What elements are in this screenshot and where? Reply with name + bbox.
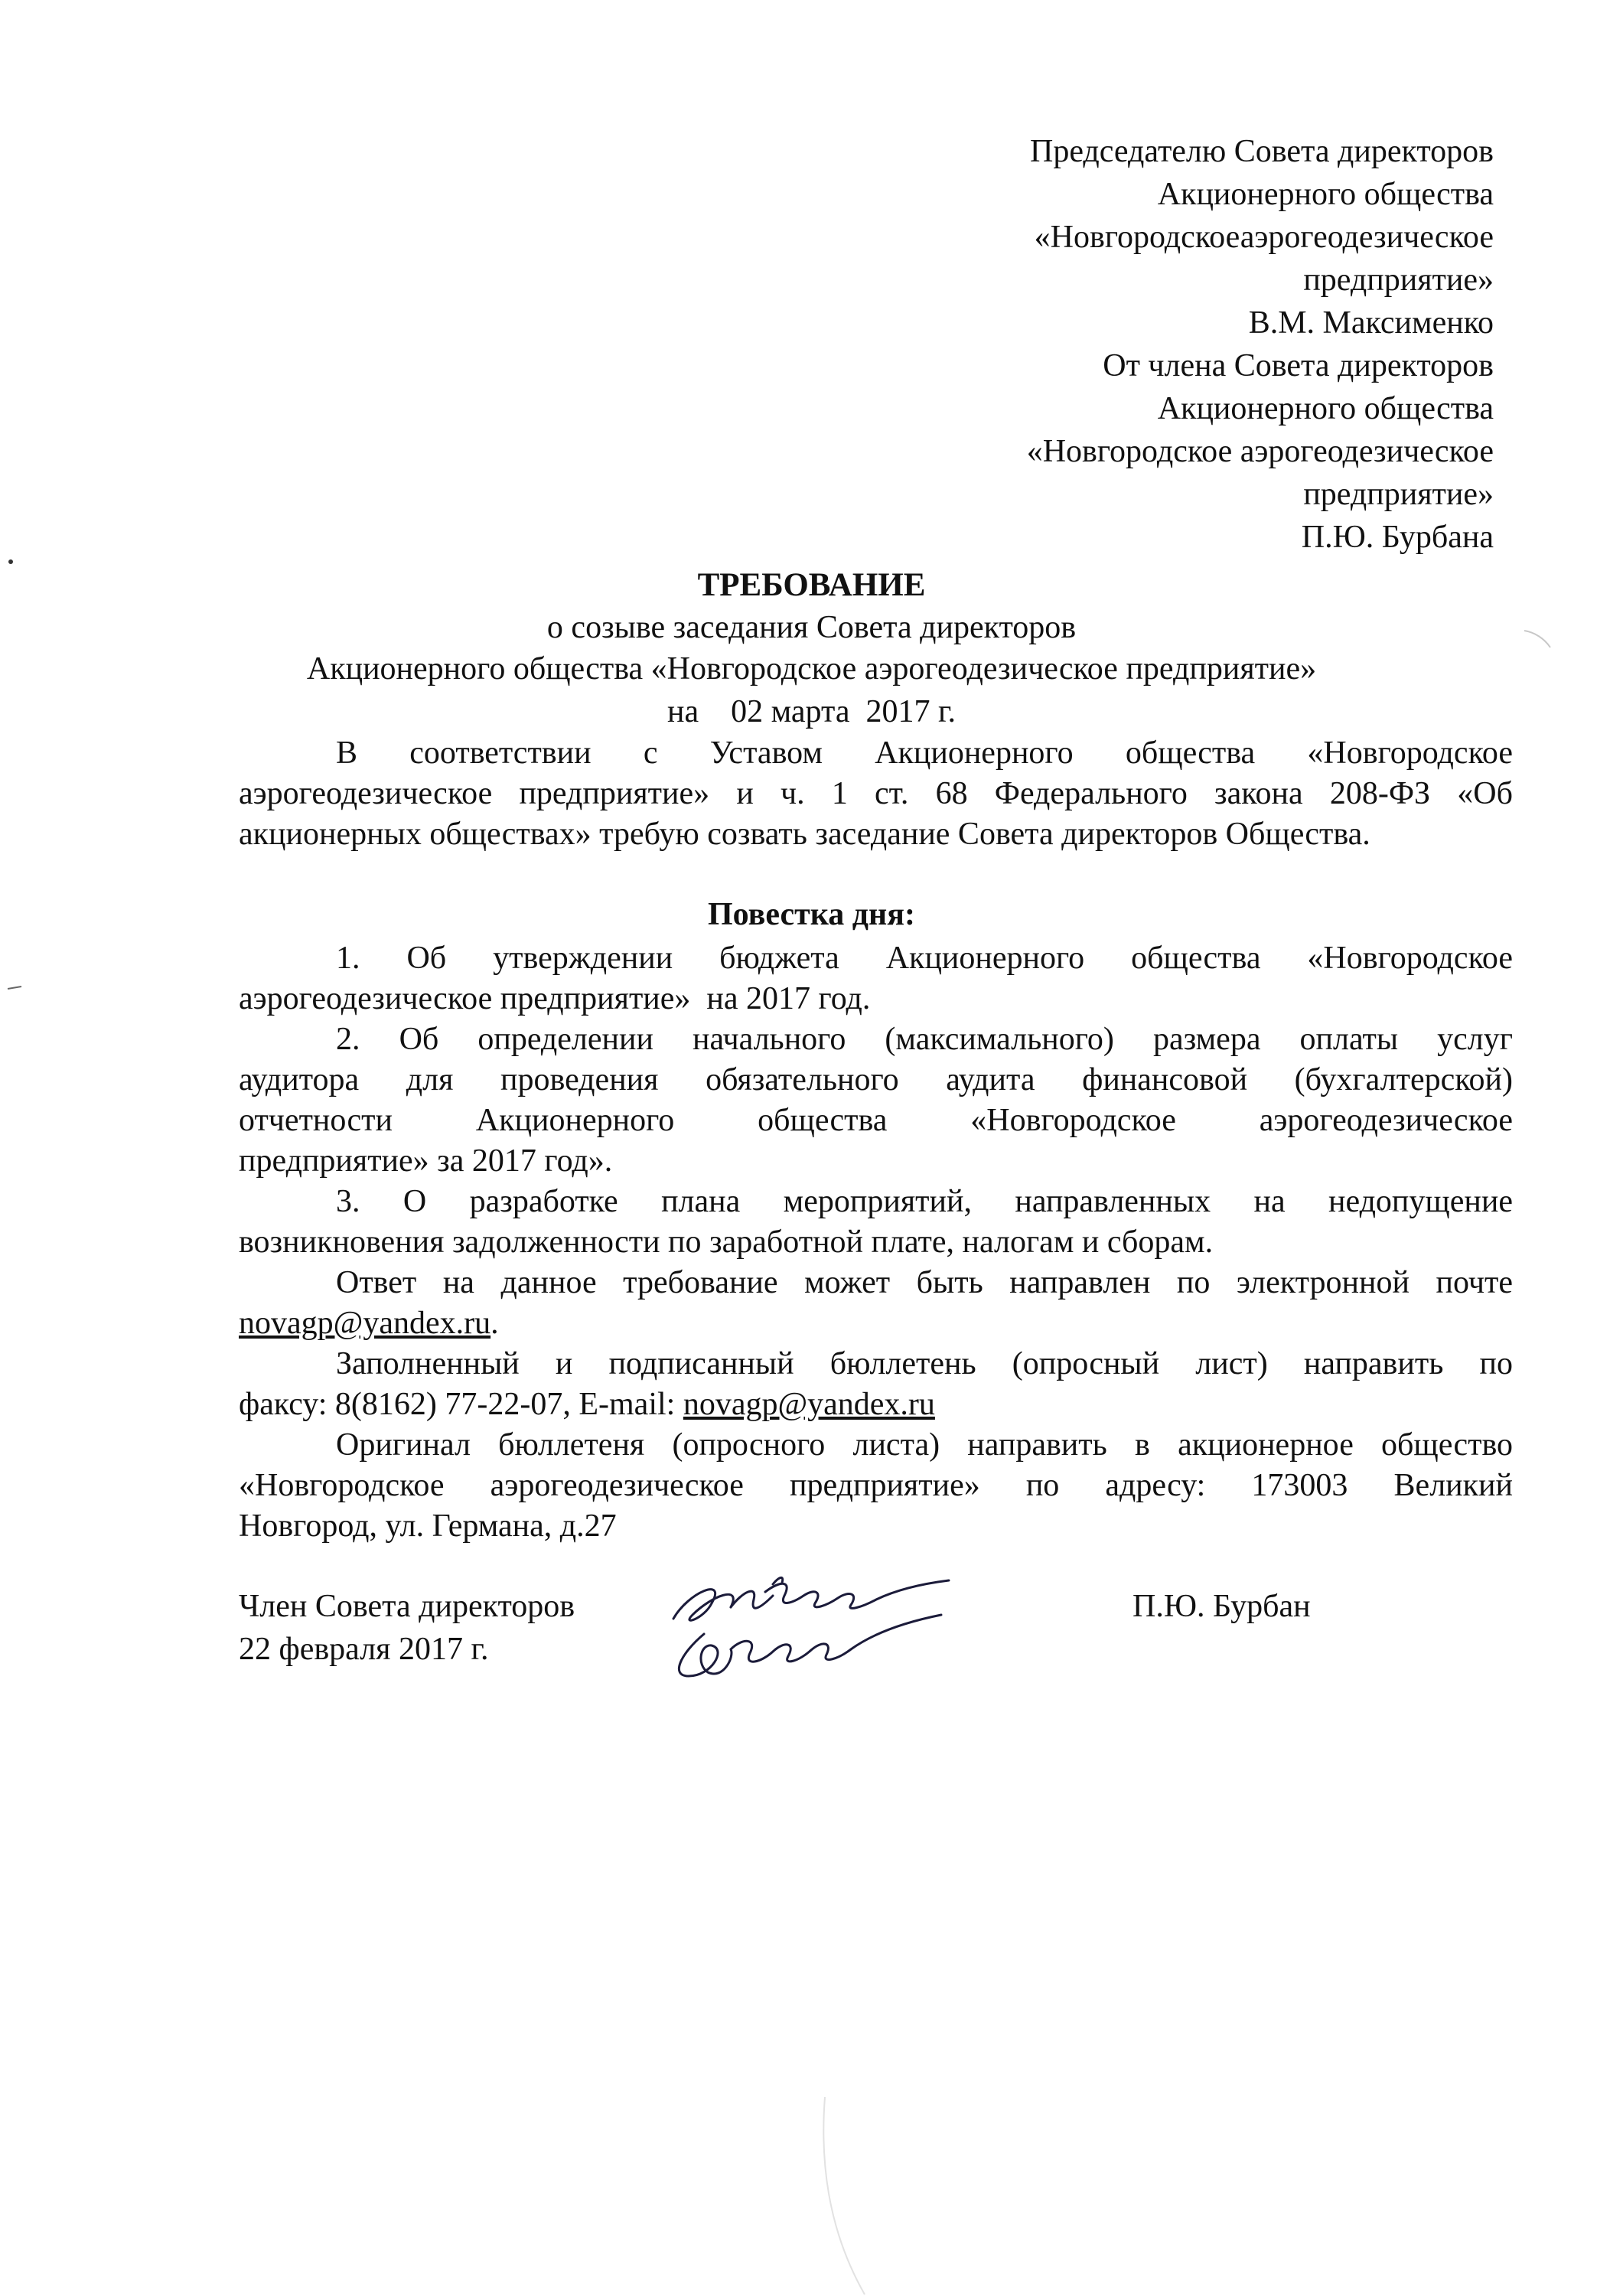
signer-position: Член Совета директоров — [239, 1589, 575, 1624]
addressee-line: От члена Совета директоров — [1103, 348, 1494, 383]
addressee-line: предприятие» — [1303, 477, 1494, 512]
paragraph-line — [239, 1384, 1513, 1425]
addressee-line: Акционерного общества — [1157, 177, 1494, 212]
addressee-line: предприятие» — [1303, 263, 1494, 298]
reply-paragraph — [239, 1263, 1513, 1344]
scan-mark — [6, 984, 24, 992]
agenda-item-3 — [239, 1182, 1513, 1263]
scan-mark — [1523, 628, 1553, 651]
reply-tail: . — [490, 1306, 499, 1341]
paragraph-line: аэрогеодезическое предприятие» на 2017 год. — [239, 981, 871, 1016]
addressee-line: Акционерного общества — [1157, 391, 1494, 426]
agenda-heading: Повестка дня: — [708, 897, 915, 932]
paragraph-line: «Новгородское аэрогеодезическое предприятие» по адресу: 173003 Великий — [239, 1468, 1513, 1503]
ballot-paragraph — [239, 1344, 1513, 1425]
paragraph-line: В соответствии с Уставом Акционерного общества «Новгородское — [336, 735, 1513, 771]
scan-speck — [6, 557, 15, 566]
paragraph-line: аудитора для проведения обязательного аудита финансовой (бухгалтерской) — [239, 1062, 1513, 1097]
reply-email-link[interactable]: novagp@yandex.ru — [239, 1306, 491, 1341]
addressee-block — [880, 130, 1494, 559]
ballot-email-link[interactable]: novagp@yandex.ru — [683, 1387, 935, 1422]
paragraph-line: аэрогеодезическое предприятие» и ч. 1 ст. 68 Федерального закона 208-ФЗ «Об — [239, 776, 1513, 811]
paragraph-line: Новгород, ул. Германа, д.27 — [239, 1508, 617, 1544]
paragraph-line: 3. О разработке плана мероприятий, направленных на недопущение — [336, 1184, 1513, 1219]
addressee-line: П.Ю. Бурбана — [1301, 520, 1494, 555]
paragraph-line: 1. Об утверждении бюджета Акционерного общества «Новгородское — [336, 941, 1513, 976]
handwritten-signature — [658, 1561, 979, 1714]
addressee-line: «Новгородскоеаэрогеодезическое — [1034, 220, 1494, 255]
scan-mark — [819, 2097, 880, 2296]
signer-info — [239, 1585, 575, 1671]
paragraph-line: Оригинал бюллетеня (опросного листа) направить в акционерное общество — [336, 1427, 1513, 1463]
document-subtitle: Акционерного общества «Новгородское аэрогеодезическое предприятие» — [306, 651, 1317, 687]
paragraph-line: 2. Об определении начального (максимального) размера оплаты услуг — [336, 1022, 1513, 1057]
signer-name: П.Ю. Бурбан — [1133, 1589, 1311, 1624]
paragraph-line: акционерных обществах» требую созвать заседание Совета директоров Общества. — [239, 817, 1370, 852]
signature-date: 22 февраля 2017 г. — [239, 1632, 489, 1667]
intro-paragraph — [239, 733, 1513, 855]
addressee-line: «Новгородское аэрогеодезическое — [1026, 434, 1494, 469]
agenda-item-2 — [239, 1019, 1513, 1182]
paragraph-line: отчетности Акционерного общества «Новгородское аэрогеодезическое — [239, 1103, 1513, 1138]
paragraph-line: Заполненный и подписанный бюллетень (опросный лист) направить по — [336, 1346, 1513, 1381]
paragraph-line: Ответ на данное требование может быть направлен по электронной почте — [336, 1265, 1513, 1300]
meeting-date: на 02 марта 2017 г. — [667, 694, 956, 729]
paragraph-line: возникновения задолженности по заработной плате, налогам и сборам. — [239, 1225, 1214, 1260]
paragraph-line: предприятие» за 2017 год». — [239, 1143, 613, 1179]
fax-text: факсу: 8(8162) 77-22-07, E-mail: — [239, 1387, 683, 1422]
document-title: ТРЕБОВАНИЕ — [697, 567, 926, 603]
original-paragraph — [239, 1425, 1513, 1547]
agenda-item-1 — [239, 938, 1513, 1019]
addressee-line: В.М. Максименко — [1248, 305, 1494, 341]
document-subtitle: о созыве заседания Совета директоров — [546, 610, 1077, 645]
addressee-line: Председателю Совета директоров — [1029, 134, 1494, 169]
paragraph-line — [239, 1303, 1513, 1344]
